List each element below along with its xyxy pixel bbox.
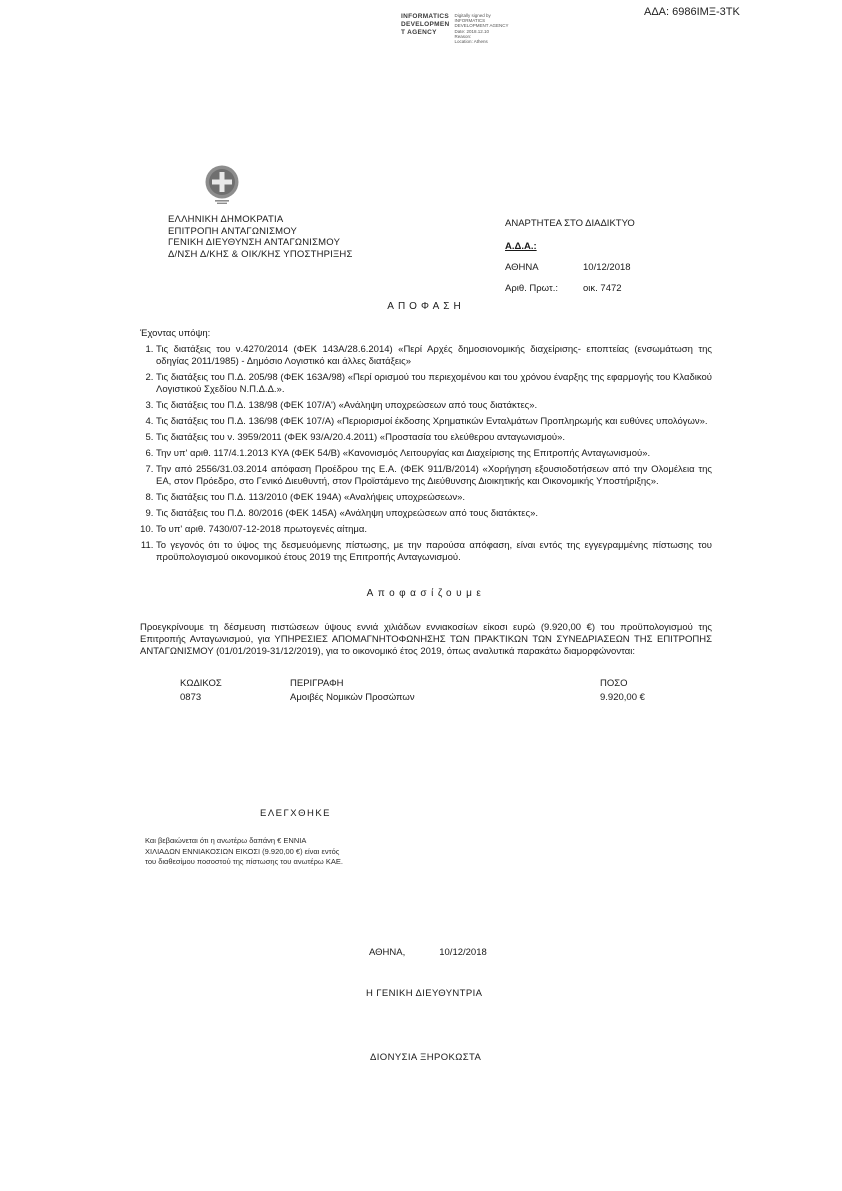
spacer: [140, 678, 180, 690]
consideration-item: 5. Τις διατάξεις του ν. 3959/2011 (ΦΕΚ 93/Α/20.4.2011) «Προστασία του ελεύθερου ανταγωνισμού».: [156, 432, 712, 444]
consideration-item: 10. Το υπ' αριθ. 7430/07-12-2018 πρωτογενές αίτημα.: [156, 524, 712, 536]
signer-name: ΔΙΟΝΥΣΙΑ ΞΗΡΟΚΩΣΤΑ: [370, 1052, 482, 1063]
stamp-signature-details: [455, 13, 519, 44]
issue-date: 10/12/2018: [583, 262, 631, 273]
stamp-agency-line: T AGENCY: [401, 29, 437, 36]
checked-stamp-label: ΕΛΕΓΧΘΗΚΕ: [260, 808, 332, 819]
stamp-agency-line: INFORMATICS: [401, 13, 449, 20]
budget-table-header: [140, 678, 712, 690]
ada-code: ΑΔΑ: 6986ΙΜΞ-3ΤΚ: [644, 6, 740, 18]
protocol-row: [505, 283, 735, 294]
stamp-detail-line: INFORMATICS: [454, 18, 486, 24]
resolve-heading: Αποφασίζουμε: [366, 588, 486, 599]
authority-line: ΕΛΛΗΝΙΚΗ ΔΗΜΟΚΡΑΤΙΑ: [168, 214, 284, 225]
digital-signature-stamp: [401, 13, 519, 44]
consideration-item: 11. Το γεγονός ότι το ύψος της δεσμευόμενης πίστωσης, με την παρούσα απόφαση, είναι εντός της εγγεγραμμένης πίστωσης του προϋπολογισμού οικονομικού έτους 2019 της Επιτροπής Ανταγωνισμού.: [156, 540, 712, 564]
consideration-item: 2. Τις διατάξεις του Π.Δ. 205/98 (ΦΕΚ 163Α/98) «Περί ορισμού του περιεχομένου και του χρόνου έναρξης της εφαρμογής του Κλαδικού Λογιστικού Σχεδίου Ν.Π.Δ.Δ.».: [156, 372, 712, 396]
stamp-detail-line: Reason:: [454, 33, 472, 39]
document-title: ΑΠΟΦΑΣΗ: [387, 301, 465, 312]
consideration-item: 4. Τις διατάξεις του Π.Δ. 136/98 (ΦΕΚ 107/Α) «Περιορισμοί έκδοσης Χρηματικών Ενταλμάτων Προπληρωμής και ευθύνες υπολόγων».: [156, 416, 712, 428]
footer-city: ΑΘΗΝΑ,: [369, 947, 406, 958]
consideration-item: 6. Την υπ' αριθ. 117/4.1.2013 ΚΥΑ (ΦΕΚ 54/Β) «Κανονισμός Λειτουργίας και Διαχείρισης της Επιτροπής Ανταγωνισμού».: [156, 448, 712, 460]
issuing-authority-block: [168, 214, 353, 260]
consideration-item: 7. Την από 2556/31.03.2014 απόφαση Προέδρου της Ε.Α. (ΦΕΚ 911/Β/2014) «Χορήγηση εξουσιοδοτήσεων από την Ολομέλεια της ΕΑ, στον Πρόεδρο, στο Γενικό Διευθυντή, στον Προϊστάμενο της Διεύθυνσης Διοικητικής και Οικονομικής Υποστήριξης».: [156, 464, 712, 488]
stamp-agency-name: [401, 13, 450, 44]
budget-description: Αμοιβές Νομικών Προσώπων: [290, 692, 415, 703]
budget-table: [140, 678, 712, 704]
document-meta-block: [505, 218, 735, 304]
spacer: [140, 692, 180, 704]
footer-city-date: [369, 947, 487, 958]
column-header-code: ΚΩΔΙΚΟΣ: [180, 678, 222, 689]
publish-notice: ΑΝΑΡΤΗΤΕΑ ΣΤΟ ΔΙΑΔΙΚΤΥΟ: [505, 218, 635, 229]
considerations-list: [140, 344, 712, 564]
consideration-item: 8. Τις διατάξεις του Π.Δ. 113/2010 (ΦΕΚ 194Α) «Αναλήψεις υποχρεώσεων».: [156, 492, 712, 504]
consideration-item: 1. Τις διατάξεις του ν.4270/2014 (ΦΕΚ 143Α/28.6.2014) «Περί Αρχές δημοσιονομικής διαχείρισης- εποπτείας (ενσωμάτωση της οδηγίας 2011/1985) - Δημόσιο Λογιστικό και άλλες διατάξεις»: [156, 344, 712, 368]
authority-line: ΓΕΝΙΚΗ ΔΙΕΥΘΥΝΣΗ ΑΝΤΑΓΩΝΙΣΜΟΥ: [168, 237, 341, 248]
preamble: Έχοντας υπόψη:: [140, 328, 211, 339]
stamp-detail-line: Digitally signed by: [454, 13, 491, 18]
consideration-item: 9. Τις διατάξεις του Π.Δ. 80/2016 (ΦΕΚ 145Α) «Ανάληψη υποχρεώσεων από τους διατάκτες».: [156, 508, 712, 520]
city-label: ΑΘΗΝΑ: [505, 262, 539, 273]
budget-amount: 9.920,00 €: [600, 692, 645, 703]
greek-emblem-icon: [203, 164, 241, 211]
authority-line: Δ/ΝΣΗ Δ/ΚΗΣ & ΟΙΚ/ΚΗΣ ΥΠΟΣΤΗΡΙΞΗΣ: [168, 248, 353, 260]
stamp-detail-line: DEVELOPMENT AGENCY: [454, 23, 509, 29]
consideration-item: 3. Τις διατάξεις του Π.Δ. 138/98 (ΦΕΚ 107/Α') «Ανάληψη υποχρεώσεων από τους διατάκτες».: [156, 400, 712, 412]
authority-line: ΕΠΙΤΡΟΠΗ ΑΝΤΑΓΩΝΙΣΜΟΥ: [168, 225, 298, 237]
column-header-amount: ΠΟΣΟ: [600, 678, 628, 689]
budget-table-row: [140, 692, 712, 704]
protocol-number: οικ. 7472: [583, 283, 622, 294]
footer-date: 10/12/2018: [439, 947, 487, 958]
resolve-paragraph: Προεγκρίνουμε τη δέσμευση πιστώσεων ύψους εννιά χιλιάδων εννιακοσίων είκοσι ευρώ (9.920,00 €) του προϋπολογισμού της Επιτροπής Ανταγωνισμού, για ΥΠΗΡΕΣΙΕΣ ΑΠΟΜΑΓΝΗΤΟΦΩΝΗΣΗΣ ΤΩΝ ΠΡΑΚΤΙΚΩΝ ΤΩΝ ΣΥΝΕΔΡΙΑΣΕΩΝ ΤΗΣ ΕΠΙΤΡΟΠΗΣ ΑΝΤΑΓΩΝΙΣΜΟΥ (01/01/2019-31/12/2019), για το οικονομικό έτος 2019, όπως αναλυτικά παρακάτω διαμορφώνονται:: [140, 622, 712, 657]
ada-label: Α.Δ.Α.:: [505, 241, 537, 252]
signer-title: Η ΓΕΝΙΚΗ ΔΙΕΥΘΥΝΤΡΙΑ: [366, 988, 483, 999]
column-header-description: ΠΕΡΙΓΡΑΦΗ: [290, 678, 344, 689]
protocol-label: Αριθ. Πρωτ.:: [505, 283, 558, 294]
stamp-agency-line: DEVELOPMEN: [401, 21, 450, 28]
city-date-row: [505, 262, 735, 273]
stamp-detail-line: Date: 2018.12.10: [454, 28, 490, 34]
document-body: [140, 301, 712, 706]
verification-note: Και βεβαιώνεται ότι η ανωτέρω δαπάνη € ΕΝΝΙΑ ΧΙΛΙΑΔΩΝ ΕΝΝΙΑΚΟΣΙΩΝ ΕΙΚΟΣΙ (9.920,00 €) είναι εντός του διαθεσίμου ποσοστού της πίστωσης του ανωτέρω ΚΑΕ.: [145, 836, 343, 866]
stamp-detail-line: Location: Athens: [454, 39, 488, 45]
budget-code: 0873: [180, 692, 202, 703]
